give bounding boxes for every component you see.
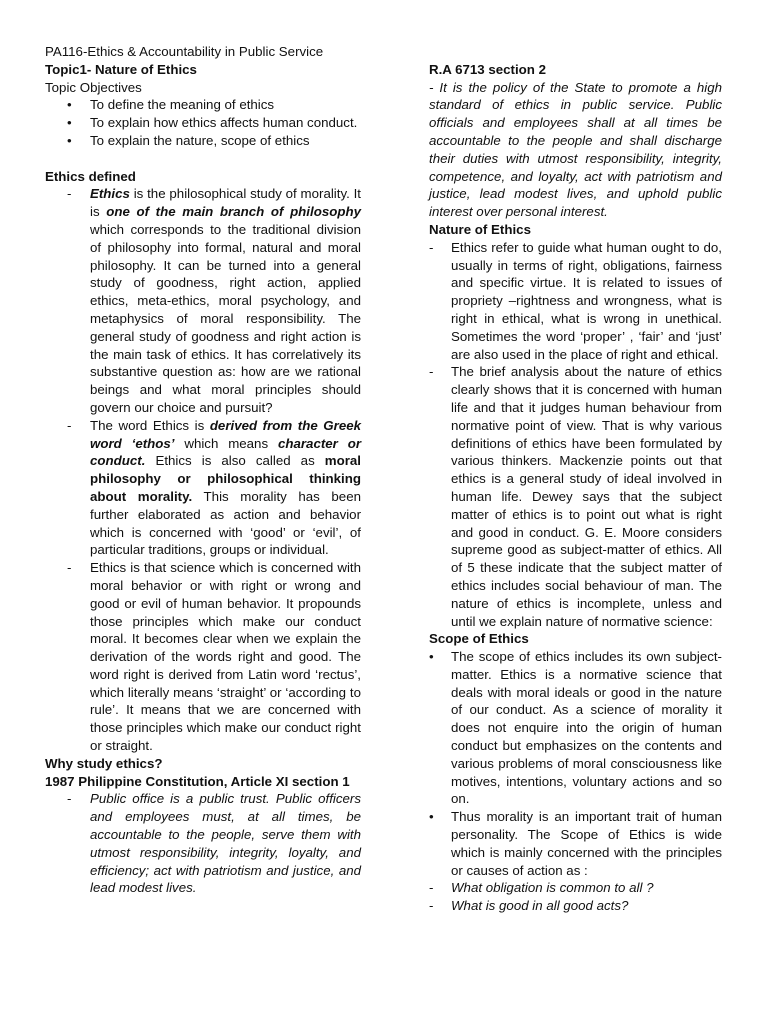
- section-heading-why-study: Why study ethics?: [45, 755, 163, 771]
- dash-marker: -: [429, 898, 434, 914]
- nature-paragraph: - The brief analysis about the nature of ethics clearly shows that it is concerned with human life and that it judges human behaviour from normative point of view. That is why various definitions of ethics have been formulated by various thinkers. Mackenzie points out that ethics is a general study of ideal involved in human life. Dewey says that the subject matter of ethics is to point out what is right and good in conduct. G. E. Moore considers supreme good as subject-matter of ethics. All of 5 these indicate that the subject matter of ethics includes social behaviour of man. The nature of ethics is incomplete, unless and until we explain nature of normative science:: [429, 364, 722, 629]
- constitution-heading: 1987 Philippine Constitution, Article XI section 1: [45, 773, 350, 789]
- dash-marker: -: [67, 417, 72, 433]
- section-heading-scope: Scope of Ethics: [429, 631, 529, 647]
- topic-title: Topic1- Nature of Ethics: [45, 61, 197, 77]
- objective-item: • To explain the nature, scope of ethics: [67, 132, 310, 148]
- dash-marker: -: [67, 791, 72, 807]
- dash-marker: -: [67, 560, 72, 576]
- objective-item: • To define the meaning of ethics: [67, 97, 275, 113]
- bullet-marker: •: [67, 115, 72, 131]
- section-heading-ethics-defined: Ethics defined: [45, 168, 136, 184]
- bullet-marker: •: [67, 132, 72, 148]
- objectives-heading: Topic Objectives: [45, 79, 142, 95]
- dash-marker: -: [429, 880, 434, 896]
- course-title: PA116-Ethics & Accountability in Public Service: [45, 44, 324, 59]
- scope-bullet: • Thus morality is an important trait of human personality. The Scope of Ethics is wide which is mainly concerned with the principles or causes of action as :: [429, 809, 722, 878]
- nature-paragraph: - Ethics refer to guide what human ought to do, usually in terms of right, obligations, fairness and specific virtue. It is related to issues of propriety –rightness and wrongness, what is right in ethical, what is wrong in unethical. Sometimes the word ‘proper’ , ‘fair’ and ‘just’ are also used in the place of right and ethical.: [429, 239, 722, 362]
- section-heading-nature: Nature of Ethics: [429, 221, 531, 237]
- ra6713-quote: - It is the policy of the State to promote a high standard of ethics in public service. Public officials and employees shall at all times be accountable to the people and shall discharge their duties with utmost responsibility, integrity, competence, and loyalty, act with patriotism and justice, lead modest lives, and uphold public interest over personal interest.: [429, 79, 722, 220]
- definition-paragraph: - Ethics is the philosophical study of morality. It is one of the main branch of philosophy which corresponds to the traditional division of philosophy into formal, natural and moral philosophy. It can be turned into a general study of goodness, right action, applied ethics, meta-ethics, moral psychology, and metaphysics of moral responsibility. The general study of goodness and right action is the main task of ethics. It has correlatively its substantive question as: how are we rational beings and what moral principles should govern our choice and pursuit?: [67, 186, 361, 415]
- dash-marker: -: [429, 239, 434, 255]
- dash-marker: -: [429, 364, 434, 380]
- bullet-marker: •: [429, 809, 434, 825]
- science-paragraph: - Ethics is that science which is concerned with moral behavior or with right or wrong and good or evil of human behavior. It propounds those principles which make our conduct moral. It becomes clear when we explain the derivation of the words right and good. The word right is derived from Latin word ‘rectus’, which literally means ‘straight’ or ‘according to rule’. It means that we are concerned with those principles which make our conduct right or straight.: [67, 560, 361, 754]
- constitution-quote: - Public office is a public trust. Public officers and employees must, at all times, be accountable to the people, serve them with utmost responsibility, integrity, loyalty, and efficiency; act with patriotism and justice, and lead modest lives.: [67, 791, 361, 896]
- bullet-marker: •: [429, 649, 434, 665]
- scope-question: - What obligation is common to all ?: [429, 880, 654, 896]
- bullet-marker: •: [67, 97, 72, 113]
- scope-question: - What is good in all good acts?: [429, 898, 629, 914]
- scope-bullet: • The scope of ethics includes its own subject-matter. Ethics is a normative science that deals with moral ideals or good in the nature of our conduct. As a science of morality it does not enquire into the origin of human conduct but emphasizes on the contents and various problems of moral consciousness like motives, intentions, voluntary actions and so on.: [429, 649, 722, 807]
- objective-item: • To explain how ethics affects human conduct.: [67, 115, 358, 131]
- ra6713-heading: R.A 6713 section 2: [429, 61, 547, 77]
- etymology-paragraph: - The word Ethics is derived from the Greek word ‘ethos’ which means character or conduct. Ethics is also called as moral philosophy or philosophical thinking about morality. This morality has been further elaborated as action and behavior which is concerned with ‘good’ or ‘evil’, of particular traditions, groups or individual.: [67, 417, 362, 558]
- dash-marker: -: [67, 186, 72, 202]
- right-column: [429, 43, 722, 915]
- left-column: [45, 43, 361, 897]
